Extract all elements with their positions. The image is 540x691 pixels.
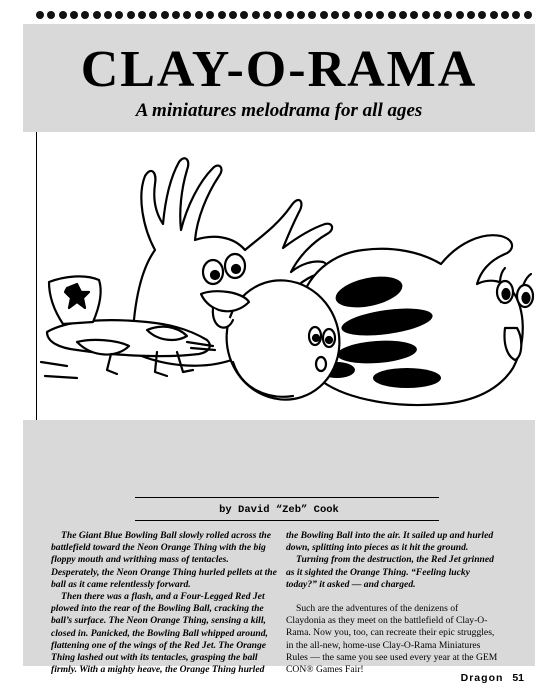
border-dot	[342, 11, 350, 19]
paragraph: Then there was a flash, and a Four-Legged Red Jet plowed into the rear of the Bowling Ball, cracking the ball’s surface. The Neon Orange Thing, sensing a kill, closed in. Panicked, the Bowling Ball whipped around, flattening one of the wings of the Red Jet. The Orange Thing lashed out with its tentacles, grasping the ball firmly. With a mighty heave, the Orange Thing hurled	[51, 591, 268, 676]
border-dot	[195, 11, 203, 19]
cartoon-illustration	[36, 132, 536, 420]
border-dot	[501, 11, 509, 19]
dot-border	[36, 9, 532, 21]
paragraph: The Giant Blue Bowling Ball slowly rolled across the battlefield toward the Neon Orange Thing with the big floppy mouth and writhing mass of tentacles. Desperately, the Neon Orange Thing hurled pellets at the ball as it came relentlessly forward.	[51, 530, 277, 590]
border-dot	[388, 11, 396, 19]
border-dot	[183, 11, 191, 19]
border-dot	[422, 11, 430, 19]
byline-rule-top	[135, 497, 439, 498]
border-dot	[252, 11, 260, 19]
border-dot	[93, 11, 101, 19]
border-dot	[149, 11, 157, 19]
page-title: CLAY-O-RAMA	[80, 41, 478, 98]
border-dot	[274, 11, 282, 19]
article-column-left	[51, 530, 279, 676]
border-dot	[354, 11, 362, 19]
byline: by David “Zeb” Cook	[219, 504, 339, 516]
border-dot	[104, 11, 112, 19]
border-dot	[331, 11, 339, 19]
border-dot	[81, 11, 89, 19]
border-dot	[456, 11, 464, 19]
magazine-name: Dragon	[460, 672, 504, 684]
border-dot	[490, 11, 498, 19]
page-subtitle: A miniatures melodrama for all ages	[135, 100, 423, 121]
border-dot	[512, 11, 520, 19]
border-dot	[70, 11, 78, 19]
page-number: 51	[512, 672, 524, 684]
border-dot	[399, 11, 407, 19]
border-dot	[59, 11, 67, 19]
border-dot	[410, 11, 418, 19]
border-dot	[524, 11, 532, 19]
article-section	[23, 420, 535, 676]
border-dot	[172, 11, 180, 19]
border-dot	[115, 11, 123, 19]
clay-creatures-drawing	[37, 132, 536, 420]
border-dot	[127, 11, 135, 19]
border-dot	[36, 11, 44, 19]
border-dot	[308, 11, 316, 19]
title-banner	[23, 24, 535, 132]
border-dot	[138, 11, 146, 19]
paragraph: Such are the adventures of the denizens of Claydonia as they meet on the battlefield of Clay-O-Rama. Now you, too, can recreate their epic struggles, in the all-new, home-use Clay-O-Rama Miniatures Rules — the same you see used every year at the GEM CON® Games Fair!	[286, 603, 498, 676]
border-dot	[365, 11, 373, 19]
border-dot	[433, 11, 441, 19]
page-footer	[461, 672, 524, 684]
border-dot	[240, 11, 248, 19]
border-dot	[286, 11, 294, 19]
border-dot	[376, 11, 384, 19]
paragraph: the Bowling Ball into the air. It sailed up and hurled down, splitting into pieces as it hit the ground.	[286, 530, 494, 554]
border-dot	[263, 11, 271, 19]
byline-rule-bottom	[135, 520, 439, 521]
border-dot	[218, 11, 226, 19]
border-dot	[206, 11, 214, 19]
border-dot	[478, 11, 486, 19]
border-dot	[47, 11, 55, 19]
border-dot	[161, 11, 169, 19]
article-column-right	[286, 530, 498, 676]
border-dot	[297, 11, 305, 19]
border-dot	[467, 11, 475, 19]
paragraph: Turning from the destruction, the Red Jet grinned as it sighted the Orange Thing. “Feeling lucky today?” it asked — and charged.	[286, 554, 494, 590]
border-dot	[444, 11, 452, 19]
border-dot	[320, 11, 328, 19]
border-dot	[229, 11, 237, 19]
